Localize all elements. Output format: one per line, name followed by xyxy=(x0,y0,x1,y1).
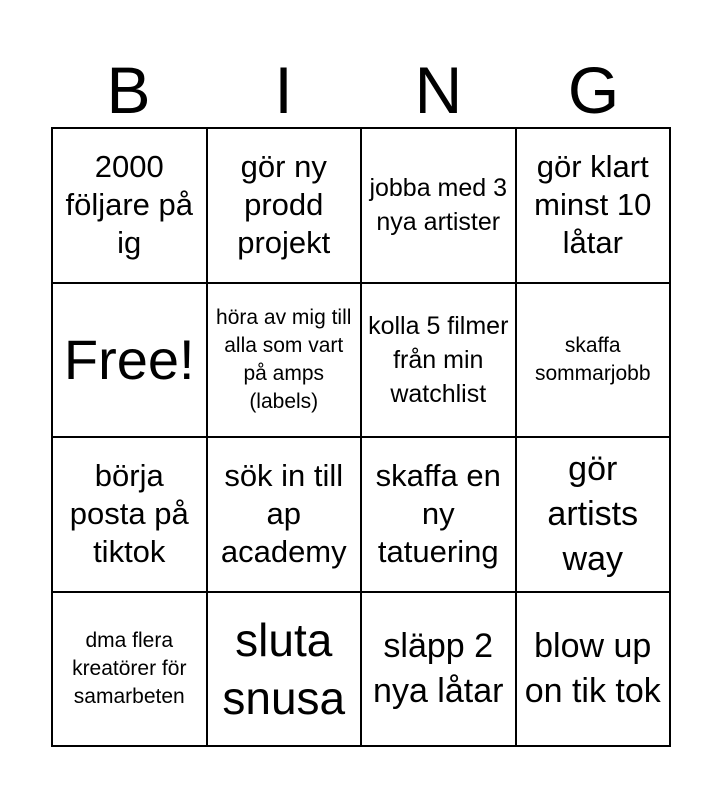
cell-label: släpp 2 nya låtar xyxy=(373,626,504,710)
cell-label: börja posta på tiktok xyxy=(69,458,189,570)
cell-label: kolla 5 filmer från min watchlist xyxy=(368,311,509,408)
cell-label: skaffa sommarjobb xyxy=(534,333,651,385)
cell-label: gör ny prodd projekt xyxy=(237,149,331,261)
header-letter-n: N xyxy=(414,53,463,127)
bingo-cell-r2c3[interactable] xyxy=(362,284,517,439)
cell-label: jobba med 3 nya artister xyxy=(369,174,508,237)
header-letter-b: B xyxy=(106,53,151,127)
bingo-cell-r3c4[interactable] xyxy=(517,438,672,593)
cell-label: Free! xyxy=(63,327,195,391)
bingo-cell-r4c2[interactable] xyxy=(208,593,363,748)
bingo-cell-r1c3[interactable] xyxy=(362,129,517,284)
cell-label: dma flera kreatörer för samarbeten xyxy=(72,628,187,708)
cell-label: gör artists way xyxy=(547,449,639,578)
cell-label: gör klart minst 10 låtar xyxy=(534,149,652,261)
cell-label: 2000 följare på ig xyxy=(65,149,194,261)
bingo-cell-r3c1[interactable] xyxy=(53,438,208,593)
bingo-cell-r4c1[interactable] xyxy=(53,593,208,748)
bingo-grid xyxy=(51,127,671,747)
bingo-cell-r4c3[interactable] xyxy=(362,593,517,748)
cell-label: blow up on tik tok xyxy=(524,626,661,710)
cell-label: skaffa en ny tatuering xyxy=(375,458,501,570)
bingo-header xyxy=(51,52,671,128)
bingo-cell-r1c1[interactable] xyxy=(53,129,208,284)
header-letter-g: G xyxy=(567,53,620,127)
bingo-cell-r4c4[interactable] xyxy=(517,593,672,748)
cell-label: sök in till ap academy xyxy=(220,458,347,570)
bingo-cell-r3c3[interactable] xyxy=(362,438,517,593)
bingo-cell-r2c4[interactable] xyxy=(517,284,672,439)
bingo-cell-r2c2[interactable] xyxy=(208,284,363,439)
bingo-cell-r1c2[interactable] xyxy=(208,129,363,284)
bingo-cell-r3c2[interactable] xyxy=(208,438,363,593)
bingo-cell-r2c1[interactable] xyxy=(53,284,208,439)
header-letter-i: I xyxy=(274,53,293,127)
cell-label: sluta snusa xyxy=(222,613,346,724)
cell-label: höra av mig till alla som vart på amps (labels) xyxy=(216,305,352,413)
bingo-cell-r1c4[interactable] xyxy=(517,129,672,284)
